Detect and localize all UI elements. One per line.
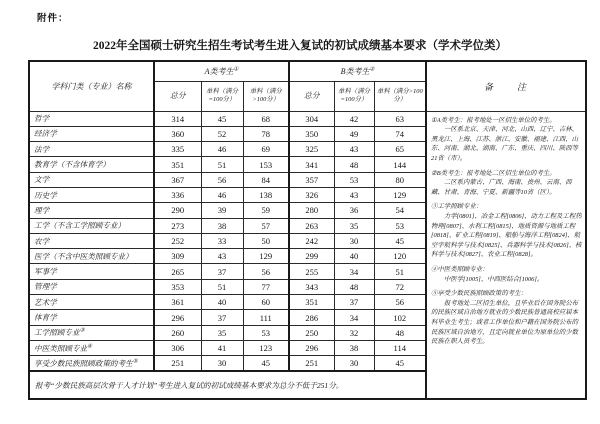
score-value: 57	[243, 218, 289, 233]
footnote-mark: ③	[79, 327, 85, 334]
score-value: 46	[201, 187, 243, 202]
remark-line: 中医学[1005]、中西医结合[1006]。	[443, 275, 544, 283]
score-value: 63	[374, 111, 426, 126]
score-value: 45	[374, 356, 426, 371]
remark-line: ③工学照顾专业：	[431, 203, 483, 211]
score-value: 56	[201, 172, 243, 187]
score-value: 49	[334, 126, 374, 141]
subject-name: 历史学	[29, 187, 154, 202]
score-value: 280	[289, 203, 334, 218]
score-value: 30	[201, 356, 243, 371]
score-requirements-table	[28, 60, 587, 400]
remark-line: ①A类考生：报考地处一区招生单位的考生。	[431, 116, 556, 124]
score-value: 43	[201, 249, 243, 264]
remarks-cell	[426, 111, 586, 399]
score-value: 367	[154, 172, 201, 187]
subject-name: 享受少数民族照顾政策的考生⑤	[29, 356, 154, 371]
score-value: 138	[243, 187, 289, 202]
subject-column-header: 学科门类（专业）名称	[29, 61, 154, 111]
score-value: 68	[243, 111, 289, 126]
score-value: 260	[154, 325, 201, 340]
subject-name: 文学	[29, 172, 154, 187]
col-header-a-total: 总分	[154, 81, 201, 111]
score-value: 74	[374, 126, 426, 141]
score-value: 51	[201, 279, 243, 294]
score-value: 48	[334, 279, 374, 294]
score-value: 129	[374, 187, 426, 202]
score-value: 43	[334, 187, 374, 202]
score-value: 56	[374, 295, 426, 310]
score-value: 273	[154, 218, 201, 233]
col-header-b-single-100: 单科（满分=100分）	[334, 81, 374, 111]
score-value: 343	[289, 279, 334, 294]
score-value: 353	[154, 279, 201, 294]
subject-name: 哲学	[29, 111, 154, 126]
score-value: 51	[374, 264, 426, 279]
score-value: 60	[243, 295, 289, 310]
score-value: 144	[374, 157, 426, 172]
score-value: 114	[374, 340, 426, 355]
subject-name: 管理学	[29, 279, 154, 294]
score-value: 53	[374, 218, 426, 233]
col-header-b-single-over100: 单科（满分>100分）	[374, 81, 426, 111]
score-value: 45	[243, 356, 289, 371]
remark-line: 报考地处二区招生单位，且毕业后在国务院公布的民族区域自治地方就业的少数民族普通高校应届本科毕业生考生；或者工作单位和户籍在国务院公布的民族区域自治地方，且定向就业单位为原单位的少数民族在职人员考生。	[431, 299, 579, 346]
score-value: 80	[374, 172, 426, 187]
remark-group	[431, 265, 582, 284]
group-a-footnote-mark: ①	[233, 66, 239, 73]
score-value: 296	[289, 340, 334, 355]
subject-name: 工学照顾专业③	[29, 325, 154, 340]
score-table-body	[29, 111, 586, 399]
score-value: 72	[374, 279, 426, 294]
score-value: 35	[201, 325, 243, 340]
remark-line: 二区系内蒙古、广西、海南、贵州、云南、西藏、甘肃、青海、宁夏、新疆等10省（区）。	[431, 179, 572, 196]
score-value: 335	[154, 142, 201, 157]
score-value: 265	[154, 264, 201, 279]
score-value: 351	[289, 295, 334, 310]
score-value: 33	[201, 233, 243, 248]
attachment-label: 附件：	[37, 14, 69, 24]
footnote-mark: ④	[87, 343, 93, 350]
score-value: 341	[289, 157, 334, 172]
subject-name: 艺术学	[29, 295, 154, 310]
score-value: 361	[154, 295, 201, 310]
remark-group	[431, 202, 582, 260]
score-value: 39	[201, 203, 243, 218]
score-value: 52	[201, 126, 243, 141]
subject-name: 医学（不含中医类照顾专业）	[29, 249, 154, 264]
score-value: 123	[243, 340, 289, 355]
remark-group	[431, 289, 582, 347]
score-value: 299	[289, 249, 334, 264]
score-value: 326	[289, 187, 334, 202]
score-value: 153	[243, 157, 289, 172]
page-title: 2022年全国硕士研究生招生考试考生进入复试的初试成绩基本要求（学术学位类）	[93, 40, 507, 52]
header-row-groups	[29, 61, 586, 81]
subject-name: 理学	[29, 203, 154, 218]
score-value: 350	[289, 126, 334, 141]
score-value: 251	[154, 356, 201, 371]
subject-name: 农学	[29, 233, 154, 248]
col-header-a-single-over100: 单科（满分>100分）	[243, 81, 289, 111]
score-value: 69	[243, 142, 289, 157]
table-row	[29, 111, 586, 126]
score-value: 48	[374, 325, 426, 340]
score-value: 325	[289, 142, 334, 157]
score-value: 36	[334, 203, 374, 218]
remarks-header: 备 注	[426, 61, 586, 111]
score-value: 111	[243, 310, 289, 325]
score-value: 296	[154, 310, 201, 325]
score-value: 50	[243, 233, 289, 248]
score-value: 53	[334, 172, 374, 187]
score-value: 77	[243, 279, 289, 294]
score-value: 304	[289, 111, 334, 126]
score-value: 56	[243, 264, 289, 279]
score-value: 53	[243, 325, 289, 340]
score-value: 45	[201, 111, 243, 126]
group-a-label: A类考生	[204, 66, 234, 76]
group-b-footnote-mark: ②	[369, 66, 375, 73]
score-value: 37	[334, 295, 374, 310]
remark-line: ⑤享受少数民族照顾政策的考生：	[431, 290, 527, 298]
score-value: 42	[334, 111, 374, 126]
subject-name: 法学	[29, 142, 154, 157]
score-value: 34	[334, 310, 374, 325]
score-value: 46	[201, 142, 243, 157]
score-value: 30	[334, 233, 374, 248]
score-value: 251	[289, 356, 334, 371]
score-value: 102	[374, 310, 426, 325]
remark-group	[431, 116, 582, 164]
score-value: 32	[334, 325, 374, 340]
group-a-header	[154, 61, 289, 81]
remark-line: 一区系北京、天津、河北、山西、辽宁、吉林、黑龙江、上海、江苏、浙江、安徽、福建、江西、山东、河南、湖北、湖南、广东、重庆、四川、陕西等21省（市）。	[431, 126, 579, 162]
score-value: 290	[154, 203, 201, 218]
score-value: 120	[374, 249, 426, 264]
score-value: 43	[334, 142, 374, 157]
footnote-mark: ⑤	[132, 358, 138, 365]
score-value: 40	[334, 249, 374, 264]
remark-group	[431, 169, 582, 198]
score-value: 360	[154, 126, 201, 141]
score-value: 357	[289, 172, 334, 187]
score-value: 37	[201, 264, 243, 279]
score-value: 38	[201, 218, 243, 233]
score-value: 314	[154, 111, 201, 126]
remark-line: 力学[0801]、冶金工程[0806]、动力工程及工程热物理[0807]、水利工程[0815]、地质资源与地质工程[0818]、矿业工程[0819]、船舶与海洋工程[0824]、航空宇航科学与技术[0825]、兵器科学与技术[0826]、核科学与技术[0827]、农业工程[0828]。	[431, 212, 582, 259]
score-value: 37	[201, 310, 243, 325]
score-value: 250	[289, 325, 334, 340]
score-value: 34	[334, 264, 374, 279]
subject-name: 经济学	[29, 126, 154, 141]
score-value: 30	[334, 356, 374, 371]
remark-line: ④中医类照顾专业：	[431, 266, 489, 274]
col-header-a-single-100: 单科（满分=100分）	[201, 81, 243, 111]
score-value: 252	[154, 233, 201, 248]
score-value: 286	[289, 310, 334, 325]
score-value: 65	[374, 142, 426, 157]
score-value: 51	[201, 157, 243, 172]
score-value: 78	[243, 126, 289, 141]
score-value: 38	[334, 340, 374, 355]
footer-note: 报考“少数民族高层次骨干人才计划”考生进入复试的初试成绩基本要求为总分不低于251分。	[29, 371, 426, 399]
score-value: 306	[154, 340, 201, 355]
group-b-label: B类考生	[340, 66, 370, 76]
score-value: 129	[243, 249, 289, 264]
score-value: 242	[289, 233, 334, 248]
score-value: 40	[201, 295, 243, 310]
score-value: 309	[154, 249, 201, 264]
score-value: 41	[201, 340, 243, 355]
score-value: 84	[243, 172, 289, 187]
score-value: 336	[154, 187, 201, 202]
score-value: 35	[334, 218, 374, 233]
group-b-header	[289, 61, 426, 81]
score-value: 351	[154, 157, 201, 172]
score-value: 59	[243, 203, 289, 218]
score-value: 255	[289, 264, 334, 279]
score-value: 54	[374, 203, 426, 218]
score-value: 45	[374, 233, 426, 248]
subject-name: 中医类照顾专业④	[29, 340, 154, 355]
remark-line: ②B类考生：报考地处二区招生单位的考生。	[431, 169, 556, 177]
remarks-content	[427, 112, 585, 392]
subject-name: 军事学	[29, 264, 154, 279]
col-header-b-total: 总分	[289, 81, 334, 111]
score-value: 263	[289, 218, 334, 233]
table-header	[29, 61, 586, 111]
score-value: 48	[334, 157, 374, 172]
subject-name: 工学（不含工学照顾专业）	[29, 218, 154, 233]
subject-name: 体育学	[29, 310, 154, 325]
subject-name: 教育学（不含体育学）	[29, 157, 154, 172]
